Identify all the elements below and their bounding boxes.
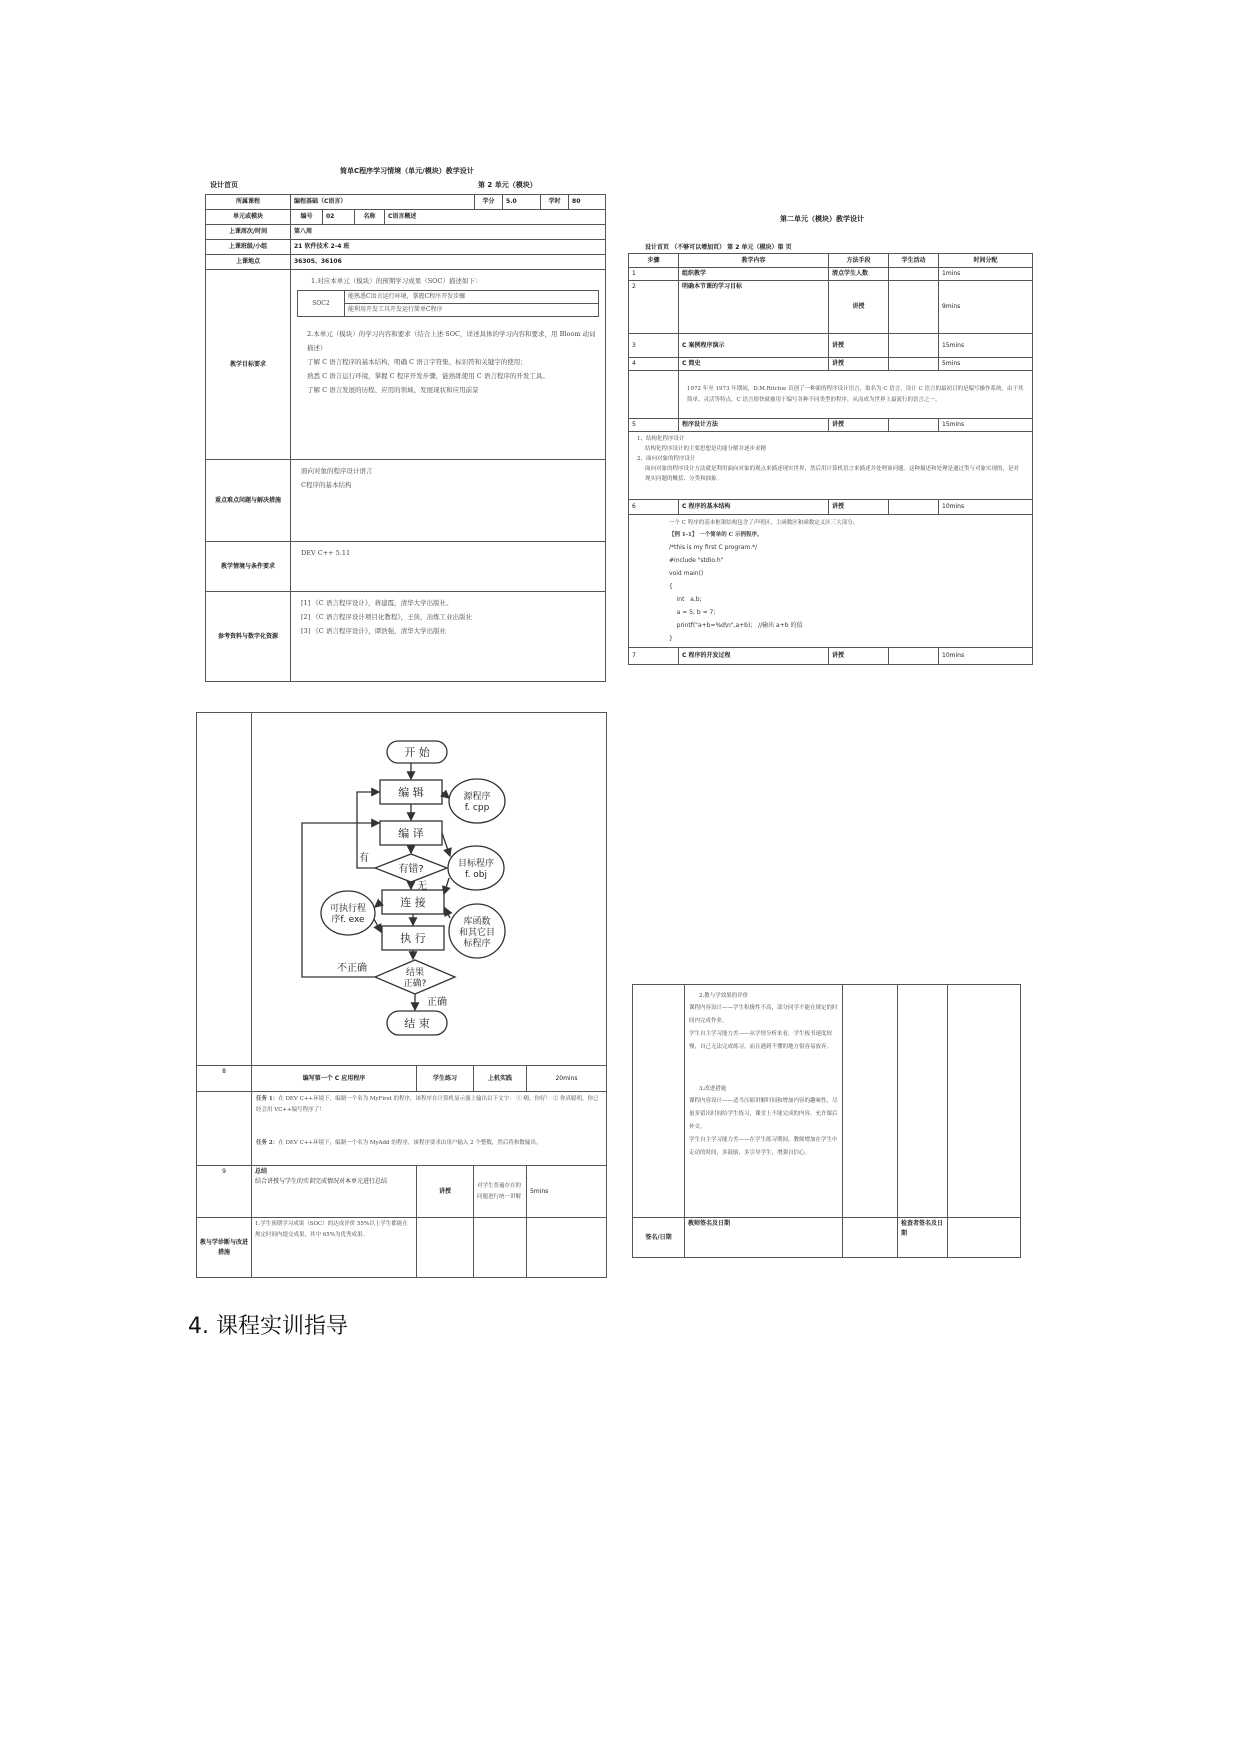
doc1-place-value: 36305、36106 [291, 255, 606, 270]
step-time: 15mins [939, 419, 1033, 432]
flow-error-text: 有错? [398, 864, 424, 875]
doc1-module-label: 单元或模块 [206, 210, 291, 225]
doc1-ref-item: [3] 《C 语言程序设计》，谭浩强，清华大学出版社 [301, 627, 447, 635]
step-activity [889, 268, 939, 281]
doc1-table [205, 194, 606, 682]
task-1-label: 任务 1： [256, 1096, 279, 1102]
doc1-module-name: C语言概述 [385, 210, 606, 225]
step-no: 9 [197, 1166, 252, 1218]
flow-correct-text: 正确 [427, 997, 447, 1008]
step-activity: 对学生普遍存在的问题进行统一讲解 [474, 1166, 527, 1218]
flow-object-text-1: 目标程序 [457, 859, 495, 869]
eval-label: 教与学诊断与改进措施 [197, 1218, 252, 1278]
step-no: 3 [629, 334, 679, 358]
doc1-module-name-label: 名称 [355, 210, 385, 225]
summary-title: 总结 [255, 1168, 268, 1175]
table-row [629, 648, 1033, 665]
method-line: 结构化程序设计的主要思想是功能分解并逐步求精 [645, 446, 767, 452]
code-line: } [669, 635, 673, 642]
flow-object-text-2: f. obj [465, 870, 487, 880]
flow-yes-text: 有 [359, 853, 369, 864]
eval-title: 2.教与学效果的评价 [699, 993, 749, 999]
design-page-1 [200, 150, 610, 695]
doc1-objective-line: 了解 C 语言发展的历程、应用的领域、发展现状和应用前景 [307, 386, 479, 394]
step-time: 1mins [939, 268, 1033, 281]
doc1-week-value: 第八周 [291, 225, 606, 240]
task-2-label: 任务 2： [256, 1140, 279, 1146]
step-activity [889, 358, 939, 371]
step-method: 清点学生人数 [829, 268, 889, 281]
doc1-ref-item: [2] 《C 语言程序设计项目化教程》，王侠，冶炼工业出版社 [301, 613, 473, 621]
doc4-table [632, 984, 1021, 1258]
doc2-header: 时间分配 [939, 254, 1033, 268]
flow-exe-text-1: 可执行程 [329, 904, 367, 914]
doc2-header: 方法手段 [829, 254, 889, 268]
sign-label: 签名/日期 [633, 1218, 685, 1258]
code-line: printf("a+b=%d\n",a+b); //输出 a+b 的值 [669, 622, 803, 629]
doc2-sub: 设计首页 （不够可以增加页） 第 2 单元（模块）第 页 [645, 244, 792, 251]
step-time: 15mins [939, 334, 1033, 358]
soc-item: 能利用开发工具开发运行简单C程序 [345, 304, 599, 317]
design-page-2 [625, 205, 1035, 705]
table-row [197, 1166, 607, 1218]
step-method: 讲授 [829, 500, 889, 515]
design-page-4 [632, 984, 1020, 1260]
doc1-objectives-intro: 1.对应本单元（模块）的预期学习成果（SOC）描述如下： [311, 277, 482, 285]
step-no: 5 [629, 419, 679, 432]
doc1-place-label: 上课地点 [206, 255, 291, 270]
method-line: 2、面向对象的程序设计 [637, 456, 696, 462]
doc1-module-no-label: 编号 [291, 210, 323, 225]
flow-exe-text-2: 序f. exe [331, 915, 365, 925]
flow-lib-text-3: 标程序 [463, 939, 491, 949]
doc3-table [196, 712, 607, 1278]
flow-compile-text: 编 译 [398, 827, 424, 840]
step-time: 10mins [939, 648, 1033, 665]
teacher-sign: 教师签名及日期 [685, 1218, 843, 1258]
doc1-hours-value: 80 [569, 195, 606, 210]
doc1-class-label: 上课班级/小组 [206, 240, 291, 255]
doc1-left-sub: 设计首页 [210, 181, 238, 189]
code-line: #include "stdio.h" [669, 557, 724, 564]
step-time: 10mins [939, 500, 1033, 515]
doc2-header: 学生活动 [889, 254, 939, 268]
task-2 [256, 1138, 602, 1149]
code-line: int a,b; [669, 596, 702, 603]
soc-item: 能熟悉C语言运行环境，掌握C程序开发步骤 [345, 291, 599, 304]
doc1-right-sub: 第 2 单元（模块） [478, 181, 537, 189]
flow-no-text: 无 [417, 881, 427, 892]
doc1-course-label: 所属课程 [206, 195, 291, 210]
design-page-3 [196, 712, 608, 1280]
flow-link-text: 连 接 [400, 896, 426, 909]
program-flowchart [252, 713, 604, 1065]
improve-line: 课程内容设计——适当压缩讲解时间和增加内容的趣味性，尽量多留出时间给学生练习，课堂上不能完成的内容，允许课后补交。 [689, 1098, 838, 1130]
structure-intro: 一个 C 程序的基本框架结构包含了声明区、主函数区和函数定义区三大部分。 [669, 520, 859, 526]
flow-source-text-1: 源程序 [463, 792, 491, 802]
c-history-text: 1972 年至 1973 年期间，D.M.Ritchie 首创了一种新的程序设计语言，取名为 C 语言。设计 C 语言的最初目的是编写操作系统。由于其简单、灵活等特点，C 语言很快就被用于编写各种不同类型的程序，从而成为世界上最流行的语言之一。 [679, 371, 1033, 419]
step-time: 5mins [527, 1166, 607, 1218]
doc2-table [628, 253, 1033, 665]
flow-source-text-2: f. cpp [464, 803, 490, 813]
doc1-credit-label: 学分 [475, 195, 503, 210]
step-method: 讲授 [417, 1166, 474, 1218]
step-content: 明确本节课的学习目标 [679, 281, 829, 334]
step-time: 5mins [939, 358, 1033, 371]
flow-wrong-text: 不正确 [337, 963, 367, 974]
step-activity: 上机实践 [474, 1066, 527, 1092]
section-heading: 4. 课程实训指导 [188, 1314, 348, 1339]
doc2-header: 步骤 [629, 254, 679, 268]
step-no: 2 [629, 281, 679, 334]
doc1-course-value: 编程基础（C语言） [291, 195, 475, 210]
flow-end-text: 结 束 [404, 1017, 430, 1030]
doc1-env-value: DEV C++ 5.11 [301, 549, 351, 557]
doc1-week-label: 上课周次/时间 [206, 225, 291, 240]
doc1-objective-line: 了解 C 语言程序的基本结构，明确 C 语言字符集、标识符和关键字的使用； [307, 358, 527, 366]
flow-result-text-1: 结果 [405, 968, 425, 978]
doc1-hours-label: 学时 [541, 195, 569, 210]
doc1-key-label: 重点难点问题与解决措施 [206, 460, 291, 542]
doc1-ref-item: [1] 《C 语言程序设计》，蒋建霞，清华大学出版社。 [301, 599, 453, 607]
table-row [629, 419, 1033, 432]
step-content: C 程序的基本结构 [679, 500, 829, 515]
doc1-objectives-cell [291, 270, 606, 460]
doc2-title: 第二单元（模块）教学设计 [780, 215, 864, 223]
step-no: 6 [629, 500, 679, 515]
step-activity [889, 281, 939, 334]
doc1-class-value: 21 软件技术 2-4 班 [291, 240, 606, 255]
improve-line: 学生自主学习能力差——在学生练习期间，教师增加在学生中走动的时间，多鼓励、多引导学生，增强自信心。 [689, 1137, 838, 1156]
table-row [629, 281, 1033, 334]
eval-line: 学生自主学习能力差——从学情分析来看，学生板书速度较慢，自己无法完成练习，而且遇到不懂的地方很容易放弃。 [689, 1031, 833, 1050]
step-activity [889, 334, 939, 358]
step-method: 讲授 [829, 358, 889, 371]
doc1-key-line: 面向对象的程序设计语言 [301, 467, 373, 475]
code-line: a = 5; b = 7; [669, 609, 716, 616]
task-1 [256, 1094, 602, 1116]
step-method: 讲授 [829, 334, 889, 358]
table-row [629, 500, 1033, 515]
doc1-objectives-2: 2.本单元（模块）的学习内容和要求（结合上述 SOC，详述具体的学习内容和要求，用 Bloom 动词描述） [307, 330, 596, 352]
step-time: 9mins [939, 281, 1033, 334]
example-label: 【例 1-1】 一个简单的 C 示例程序。 [669, 532, 763, 538]
code-line: /*this is my first C program.*/ [669, 544, 758, 551]
doc1-title: 简单C程序学习情境（单元/模块）教学设计 [340, 167, 474, 175]
step-no: 4 [629, 358, 679, 371]
soc-label: SOC2 [298, 291, 345, 317]
doc2-header: 教学内容 [679, 254, 829, 268]
step-activity [889, 500, 939, 515]
table-row [197, 1066, 607, 1092]
method-line: 1、结构化程序设计 [637, 436, 685, 442]
task-1-text: 在 DEV C++环境下，编制一个名为 MyFirst 的程序，该程序在计算机显示器上输出以下文字： ① 嗨，你好！ ② 你真聪明，你已经会用 VC++编写程序了！ [256, 1096, 599, 1113]
table-row [629, 268, 1033, 281]
step-activity [889, 648, 939, 665]
step-method: 讲授 [829, 648, 889, 665]
step-content: 编写第一个 C 应用程序 [252, 1066, 417, 1092]
eval-text: 1.学生预期学习成果（SOC）的达成评价 55%以上学生都能在规定时间内提交成果，其中 65%为优秀成果。 [252, 1218, 417, 1278]
flow-edit-text: 编 辑 [398, 786, 424, 799]
table-row [629, 358, 1033, 371]
step-method: 学生练习 [417, 1066, 474, 1092]
flow-start-text: 开 始 [404, 746, 430, 759]
step-content: 程序设计方法 [679, 419, 829, 432]
code-line: void main() [669, 570, 704, 577]
doc1-module-no: 02 [323, 210, 355, 225]
doc1-credit-value: 5.0 [503, 195, 541, 210]
doc1-ref-label: 参考资料与数字化资源 [206, 592, 291, 682]
soc-table [297, 290, 599, 317]
step-no: 7 [629, 648, 679, 665]
task-2-text: 在 DEV C++环境下，编制一个名为 MyAdd 的程序，该程序要求由用户输入 2 个整数，然后将和数输出。 [278, 1140, 542, 1146]
code-line: { [669, 583, 673, 590]
flow-result-text-2: 正确? [403, 979, 427, 989]
flow-lib-text-2: 和其它目 [458, 928, 496, 938]
doc1-objectives-label: 教学目标要求 [206, 270, 291, 460]
summary-text: 结合讲授与学生的实训完成情况对本单元进行总结 [255, 1178, 388, 1185]
step-method: 讲授 [829, 281, 889, 334]
doc1-objective-line: 熟悉 C 语言运行环境，掌握 C 程序开发步骤，能熟练使用 C 语言程序的开发工具。 [307, 372, 549, 380]
step-time: 20mins [527, 1066, 607, 1092]
flow-run-text: 执 行 [400, 932, 426, 945]
step-no: 1 [629, 268, 679, 281]
flow-lib-text-1: 库函数 [463, 917, 491, 927]
eval-line: 课程内容设计——学生积极性不高，部分同学不能在规定的时间内完成作业。 [689, 1005, 838, 1024]
improve-title: 3.改进措施 [699, 1086, 727, 1092]
checker-sign: 检查者签名及日期 [898, 1218, 948, 1258]
step-no: 8 [197, 1066, 252, 1092]
step-content: C 简史 [679, 358, 829, 371]
step-activity [889, 419, 939, 432]
step-content: 组织教学 [679, 268, 829, 281]
method-line: 面向对象的程序设计方法就是利用面向对象的观点来描述现实世界，然后用计算机语言来描述并处理该问题。这种描述和处理是通过类与对象实现的，是对现实问题的概括、分类和抽象。 [645, 466, 1020, 482]
doc1-env-label: 教学情境与条件要求 [206, 542, 291, 592]
doc1-key-line: C程序的基本结构 [301, 481, 352, 489]
step-content: C 程序的开发过程 [679, 648, 829, 665]
step-content: C 案例程序演示 [679, 334, 829, 358]
table-row [629, 334, 1033, 358]
step-method: 讲授 [829, 419, 889, 432]
